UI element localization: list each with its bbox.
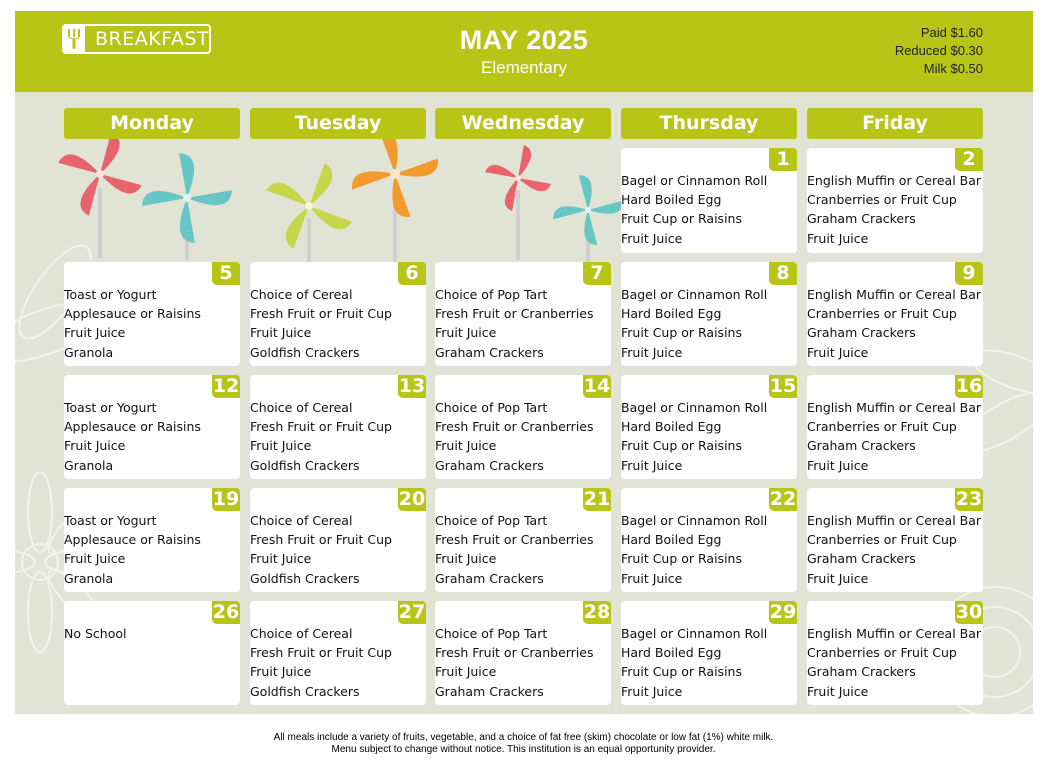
day-number: 15 xyxy=(769,375,797,397)
day-number: 2 xyxy=(955,148,983,171)
day-cell xyxy=(621,375,797,479)
menu-item: Fresh Fruit or Cranberries xyxy=(435,532,594,548)
footer-line-disclaimer: Menu subject to change without notice. This institution is an equal opportunity provider. xyxy=(331,744,716,755)
menu-item: Fruit Juice xyxy=(621,344,683,360)
menu-item: Hard Boiled Egg xyxy=(621,532,722,548)
menu-item: Choice of Cereal xyxy=(250,400,353,415)
menu-item: Fruit Juice xyxy=(435,438,497,454)
menu-item: Fresh Fruit or Fruit Cup xyxy=(250,306,392,322)
menu-item: Fruit Cup or Raisins xyxy=(621,211,742,227)
menu-item: Graham Crackers xyxy=(435,683,544,699)
day-number: 9 xyxy=(955,262,983,285)
menu-item: Choice of Cereal xyxy=(250,626,353,641)
menu-item: Graham Crackers xyxy=(435,344,544,360)
page-subtitle: Elementary xyxy=(481,58,567,77)
menu-item: Bagel or Cinnamon Roll xyxy=(621,287,768,302)
menu-item: Applesauce or Raisins xyxy=(64,306,201,322)
day-cell xyxy=(807,375,983,479)
day-cell xyxy=(435,375,611,479)
menu-item: English Muffin or Cereal Bar xyxy=(807,287,982,302)
menu-items xyxy=(435,398,594,475)
menu-item: Toast or Yogurt xyxy=(64,287,157,302)
menu-item: Cranberries or Fruit Cup xyxy=(807,419,957,435)
day-number: 13 xyxy=(398,375,426,397)
menu-items xyxy=(621,398,767,475)
menu-item: Goldfish Crackers xyxy=(250,457,360,473)
day-number: 8 xyxy=(769,262,797,285)
menu-item: Fruit Cup or Raisins xyxy=(621,325,742,341)
menu-items xyxy=(64,398,201,475)
menu-item: Graham Crackers xyxy=(807,438,916,454)
menu-item: Cranberries or Fruit Cup xyxy=(807,532,957,548)
day-header-friday: Friday xyxy=(807,108,983,139)
menu-item: Fruit Juice xyxy=(435,325,497,341)
menu-item: Goldfish Crackers xyxy=(250,683,360,699)
day-cell xyxy=(807,488,983,592)
price-reduced: Reduced $0.30 xyxy=(894,43,983,58)
day-number: 22 xyxy=(769,488,797,510)
menu-items xyxy=(64,511,201,588)
menu-header xyxy=(15,11,1033,92)
price-list xyxy=(895,24,983,78)
menu-items xyxy=(250,511,392,588)
menu-item: Fresh Fruit or Cranberries xyxy=(435,645,594,661)
menu-item: Goldfish Crackers xyxy=(250,344,360,360)
day-number: 29 xyxy=(769,601,797,623)
menu-item: Bagel or Cinnamon Roll xyxy=(621,513,768,528)
day-number: 5 xyxy=(212,262,240,285)
menu-item: No School xyxy=(64,626,127,641)
menu-items xyxy=(621,171,767,248)
menu-items xyxy=(435,285,594,362)
day-number: 27 xyxy=(398,601,426,623)
menu-item: Graham Crackers xyxy=(435,570,544,586)
menu-item: Granola xyxy=(64,457,114,473)
menu-items xyxy=(807,511,981,588)
menu-item: Graham Crackers xyxy=(807,551,916,567)
menu-item: Toast or Yogurt xyxy=(64,400,157,415)
menu-items xyxy=(250,624,392,701)
price-paid: Paid $1.60 xyxy=(920,25,983,40)
menu-item: Choice of Pop Tart xyxy=(435,287,548,302)
day-cell xyxy=(621,601,797,705)
day-cell xyxy=(250,375,426,479)
menu-item: Hard Boiled Egg xyxy=(621,645,722,661)
day-cell xyxy=(64,601,240,705)
day-header-wednesday: Wednesday xyxy=(435,108,611,139)
menu-item: Toast or Yogurt xyxy=(64,513,157,528)
day-cell xyxy=(64,375,240,479)
menu-item: Fruit Juice xyxy=(435,664,497,680)
menu-item: Cranberries or Fruit Cup xyxy=(807,645,957,661)
menu-item: Graham Crackers xyxy=(435,457,544,473)
menu-item: English Muffin or Cereal Bar xyxy=(807,626,982,641)
menu-item: Fruit Juice xyxy=(621,683,683,699)
day-number: 14 xyxy=(583,375,611,397)
menu-item: Fresh Fruit or Cranberries xyxy=(435,419,594,435)
menu-item: Bagel or Cinnamon Roll xyxy=(621,400,768,415)
menu-items xyxy=(250,398,392,475)
menu-items xyxy=(621,624,767,701)
price-milk: Milk $0.50 xyxy=(923,61,983,76)
day-header-thursday: Thursday xyxy=(621,108,797,139)
menu-item: Fruit Juice xyxy=(250,664,312,680)
menu-item: Fruit Juice xyxy=(64,551,126,567)
menu-item: Fresh Fruit or Fruit Cup xyxy=(250,532,392,548)
menu-item: Fruit Juice xyxy=(807,457,869,473)
day-number: 16 xyxy=(955,375,983,397)
menu-items xyxy=(64,285,201,362)
menu-item: Hard Boiled Egg xyxy=(621,306,722,322)
day-number: 21 xyxy=(583,488,611,510)
menu-items xyxy=(807,398,981,475)
menu-item: Fruit Juice xyxy=(621,457,683,473)
menu-item: Fresh Fruit or Fruit Cup xyxy=(250,419,392,435)
day-cell xyxy=(621,262,797,366)
menu-item: Fruit Juice xyxy=(250,438,312,454)
menu-item: Choice of Pop Tart xyxy=(435,400,548,415)
day-number: 23 xyxy=(955,488,983,510)
menu-item: Choice of Pop Tart xyxy=(435,513,548,528)
menu-items xyxy=(807,285,981,362)
day-number: 12 xyxy=(212,375,240,397)
menu-item: Fruit Juice xyxy=(64,325,126,341)
menu-item: Fruit Cup or Raisins xyxy=(621,664,742,680)
menu-item: English Muffin or Cereal Bar xyxy=(807,173,982,188)
day-number: 30 xyxy=(955,601,983,623)
menu-item: Fruit Cup or Raisins xyxy=(621,438,742,454)
menu-items xyxy=(621,285,767,362)
day-cell xyxy=(64,262,240,366)
menu-item: Fresh Fruit or Fruit Cup xyxy=(250,645,392,661)
day-cell xyxy=(621,488,797,592)
day-cell xyxy=(250,262,426,366)
menu-item: Hard Boiled Egg xyxy=(621,192,722,208)
menu-item: Bagel or Cinnamon Roll xyxy=(621,173,768,188)
menu-item: Fruit Juice xyxy=(435,551,497,567)
day-cell xyxy=(435,601,611,705)
menu-item: Graham Crackers xyxy=(807,211,916,227)
menu-item: Granola xyxy=(64,570,114,586)
day-number: 20 xyxy=(398,488,426,510)
day-cell xyxy=(807,262,983,366)
menu-items xyxy=(435,511,594,588)
menu-item: Applesauce or Raisins xyxy=(64,532,201,548)
day-cell xyxy=(250,601,426,705)
menu-item: Fruit Juice xyxy=(250,551,312,567)
menu-item: Choice of Pop Tart xyxy=(435,626,548,641)
menu-items xyxy=(435,624,594,701)
menu-items xyxy=(621,511,767,588)
day-cell xyxy=(64,488,240,592)
day-cell xyxy=(807,148,983,253)
menu-item: Fruit Juice xyxy=(250,325,312,341)
menu-item: Fruit Juice xyxy=(64,438,126,454)
day-cell xyxy=(250,488,426,592)
menu-item: Fruit Juice xyxy=(621,570,683,586)
day-header-tuesday: Tuesday xyxy=(250,108,426,139)
menu-item: Fruit Juice xyxy=(621,230,683,246)
menu-items xyxy=(64,624,126,643)
day-number: 7 xyxy=(583,262,611,285)
day-number: 19 xyxy=(212,488,240,510)
menu-item: Choice of Cereal xyxy=(250,287,353,302)
menu-item: English Muffin or Cereal Bar xyxy=(807,513,982,528)
menu-item: Fruit Juice xyxy=(807,230,869,246)
menu-items xyxy=(807,171,981,248)
menu-item: Cranberries or Fruit Cup xyxy=(807,306,957,322)
menu-item: Hard Boiled Egg xyxy=(621,419,722,435)
day-cell xyxy=(435,488,611,592)
menu-item: Fresh Fruit or Cranberries xyxy=(435,306,594,322)
day-header-monday: Monday xyxy=(64,108,240,139)
page-title: MAY 2025 xyxy=(459,25,589,55)
menu-item: Fruit Juice xyxy=(807,570,869,586)
menu-item: Bagel or Cinnamon Roll xyxy=(621,626,768,641)
day-number: 1 xyxy=(769,148,797,171)
menu-items xyxy=(250,285,392,362)
day-cell xyxy=(807,601,983,705)
menu-item: Cranberries or Fruit Cup xyxy=(807,192,957,208)
day-number: 28 xyxy=(583,601,611,623)
menu-item: Fruit Juice xyxy=(807,683,869,699)
calendar-grid xyxy=(15,92,1033,714)
menu-item: Applesauce or Raisins xyxy=(64,419,201,435)
menu-item: Granola xyxy=(64,344,114,360)
menu-item: Choice of Cereal xyxy=(250,513,353,528)
footer-line-milk: All meals include a variety of fruits, vegetable, and a choice of fat free (skim) chocolate or low fat (1%) white milk. xyxy=(273,732,774,743)
day-number: 26 xyxy=(212,601,240,623)
day-number: 6 xyxy=(398,262,426,285)
day-cell xyxy=(435,262,611,366)
menu-item: Goldfish Crackers xyxy=(250,570,360,586)
menu-item: Graham Crackers xyxy=(807,325,916,341)
menu-items xyxy=(807,624,981,701)
footer-notes xyxy=(0,732,1047,756)
menu-item: Graham Crackers xyxy=(807,664,916,680)
menu-item: Fruit Juice xyxy=(807,344,869,360)
day-cell xyxy=(621,148,797,253)
menu-item: English Muffin or Cereal Bar xyxy=(807,400,982,415)
logo-label: BREAKFAST xyxy=(94,28,209,50)
menu-item: Fruit Cup or Raisins xyxy=(621,551,742,567)
